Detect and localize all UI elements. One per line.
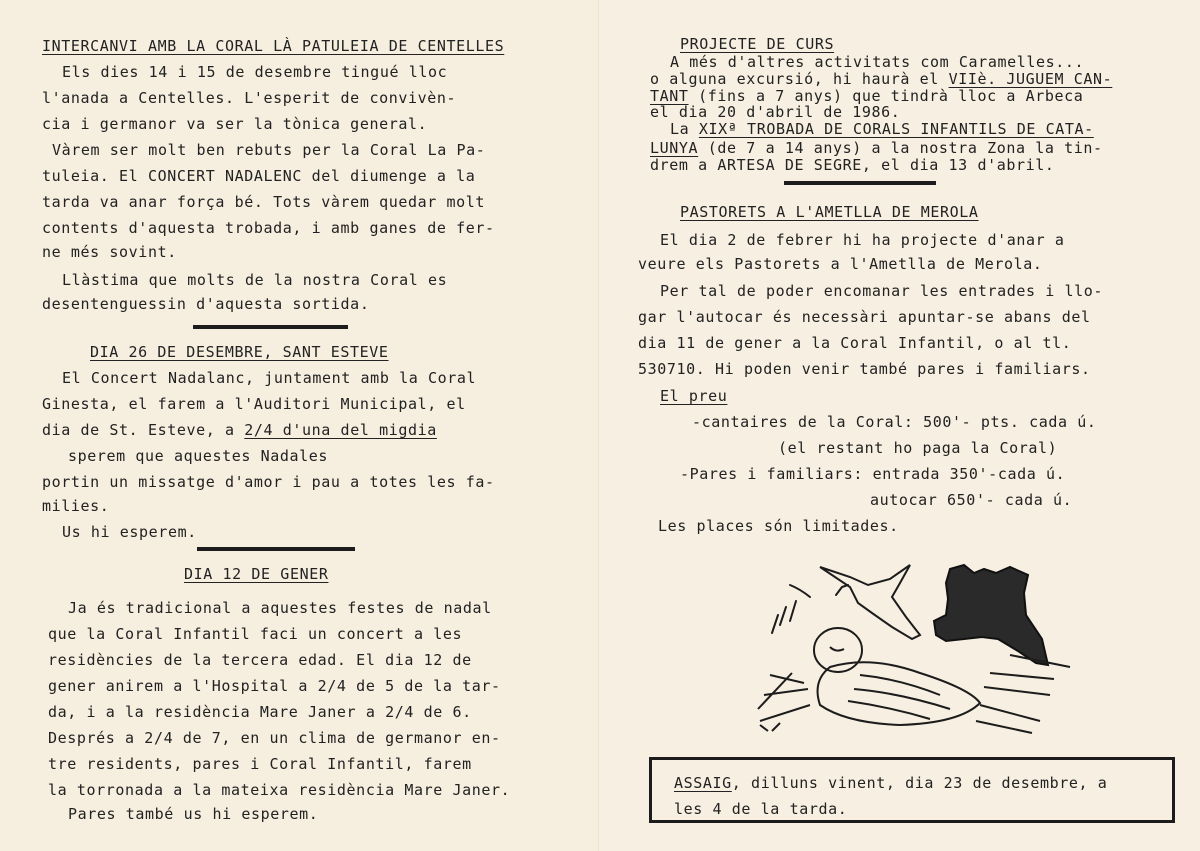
text-line: la torronada a la mateixa residència Mare Janer.	[48, 781, 511, 799]
text-line: tuleia. El CONCERT NADALENC del diumenge a la	[42, 167, 476, 185]
text-line: Els dies 14 i 15 de desembre tingué lloc	[62, 63, 448, 81]
text-line: contents d'aquesta trobada, i amb ganes de fer-	[42, 219, 495, 237]
price-line: -Pares i familiars: entrada 350'-cada ú.	[680, 465, 1066, 483]
text-line: Llàstima que molts de la nostra Coral es	[62, 271, 448, 289]
text-line: TANT (fins a 7 anys) que tindrà lloc a Arbeca	[650, 87, 1084, 105]
text-line: Us hi esperem.	[62, 523, 197, 541]
text-line: drem a ARTESA DE SEGRE, el dia 13 d'abril.	[650, 156, 1055, 174]
text-line: gener anirem a l'Hospital a 2/4 de 5 de la tar-	[48, 677, 501, 695]
text-line: portin un missatge d'amor i pau a totes les fa-	[42, 473, 495, 491]
divider-rule	[193, 325, 348, 329]
text-line: desentenguessin d'aquesta sortida.	[42, 295, 370, 313]
text-line: l'anada a Centelles. L'esperit de convivèn-	[42, 89, 457, 107]
text-line: da, i a la residència Mare Janer a 2/4 de 6.	[48, 703, 472, 721]
text-line: La XIXª TROBADA DE CORALS INFANTILS DE CATA-	[670, 120, 1094, 138]
text-line: o alguna excursió, hi haurà el VIIè. JUGUEM CAN-	[650, 70, 1113, 88]
text-line: Ginesta, el farem a l'Auditori Municipal, el	[42, 395, 466, 413]
text-line: cia i germanor va ser la tònica general.	[42, 115, 428, 133]
text-line: que la Coral Infantil faci un concert a les	[48, 625, 463, 643]
text-line: ne més sovint.	[42, 243, 177, 261]
price-line: autocar 650'- cada ú.	[870, 491, 1073, 509]
text-line: veure els Pastorets a l'Ametlla de Merola.	[638, 255, 1043, 273]
section-title-pastorets: PASTORETS A L'AMETLLA DE MEROLA	[680, 203, 979, 221]
assaig-notice-box	[649, 757, 1175, 823]
text-line: sperem que aquestes Nadales	[68, 447, 329, 465]
text-line: tre residents, pares i Coral Infantil, farem	[48, 755, 472, 773]
text-line: Després a 2/4 de 7, en un clima de germanor en-	[48, 729, 501, 747]
right-page	[600, 0, 1200, 851]
text-line: Vàrem ser molt ben rebuts per la Coral La Pa-	[52, 141, 486, 159]
nativity-illustration-icon	[750, 555, 1080, 735]
section-title-dia-12: DIA 12 DE GENER	[184, 565, 329, 583]
text-line-time: dia de St. Esteve, a 2/4 d'una del migdia	[42, 421, 437, 439]
price-line: -cantaires de la Coral: 500'- pts. cada ú.	[692, 413, 1097, 431]
assaig-text-line: les 4 de la tarda.	[674, 800, 848, 818]
price-line: Les places són limitades.	[658, 517, 899, 535]
text-line: el dia 20 d'abril de 1986.	[650, 103, 901, 121]
divider-rule	[197, 547, 355, 551]
text-line: El Concert Nadalanc, juntament amb la Coral	[62, 369, 477, 387]
text-line: gar l'autocar és necessàri apuntar-se abans del	[638, 308, 1091, 326]
section-title-intercanvi: INTERCANVI AMB LA CORAL LÀ PATULEIA DE CENTELLES	[42, 37, 505, 55]
section-title-sant-esteve: DIA 26 DE DESEMBRE, SANT ESTEVE	[90, 343, 389, 361]
text-line: El dia 2 de febrer hi ha projecte d'anar a	[660, 231, 1065, 249]
text-line: 530710. Hi poden venir també pares i familiars.	[638, 360, 1091, 378]
assaig-text-line: ASSAIG, dilluns vinent, dia 23 de desembre, a	[674, 774, 1108, 792]
price-line: (el restant ho paga la Coral)	[778, 439, 1058, 457]
text-line: tarda va anar força bé. Tots vàrem quedar molt	[42, 193, 486, 211]
text-line: Per tal de poder encomanar les entrades i llo-	[660, 282, 1104, 300]
text-line: milies.	[42, 497, 110, 515]
text-line: Ja és tradicional a aquestes festes de nadal	[68, 599, 492, 617]
text-line: LUNYA (de 7 a 14 anys) a la nostra Zona la tin-	[650, 139, 1103, 157]
text-line: dia 11 de gener a la Coral Infantil, o al tl.	[638, 334, 1072, 352]
section-title-projecte: PROJECTE DE CURS	[680, 35, 835, 53]
text-line: residències de la tercera edad. El dia 12 de	[48, 651, 472, 669]
price-label: El preu	[660, 387, 728, 405]
divider-rule	[784, 181, 936, 185]
assaig-label: ASSAIG	[674, 774, 732, 792]
text-line: Pares també us hi esperem.	[68, 805, 319, 823]
text-line: A més d'altres activitats com Caramelles...	[670, 53, 1085, 71]
